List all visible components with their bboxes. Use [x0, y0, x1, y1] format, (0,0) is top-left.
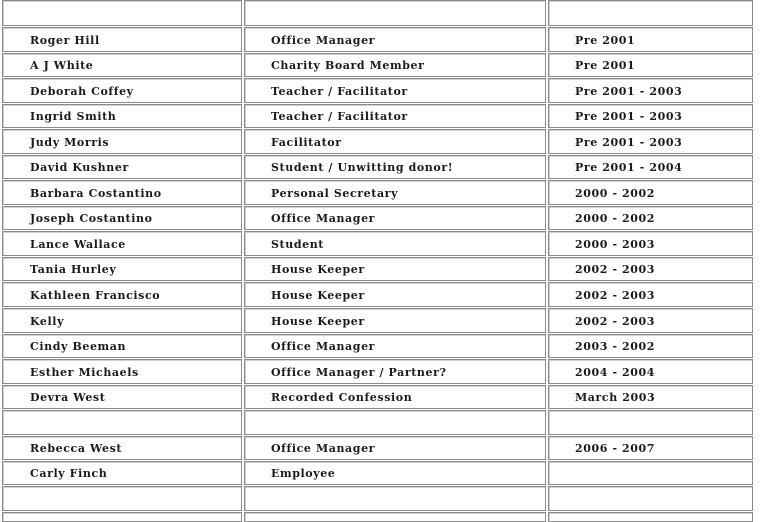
cell-period [548, 129, 753, 154]
cell-role [244, 129, 546, 154]
cell-name [2, 385, 242, 409]
cell-name [2, 206, 242, 230]
cell-role [244, 257, 546, 281]
cell-role [244, 410, 546, 435]
cell-name [2, 104, 242, 128]
cell-role [244, 282, 546, 307]
cell-role-text: Office Manager [271, 442, 376, 455]
cell-period-text: Pre 2001 - 2004 [575, 161, 683, 174]
cell-role [244, 359, 546, 384]
cell-role-text: Facilitator [271, 136, 342, 149]
table-row [0, 486, 760, 511]
cell-period [548, 231, 753, 256]
cell-role [244, 436, 546, 460]
cell-name [2, 180, 242, 205]
cell-role-text: House Keeper [271, 315, 365, 328]
table-row [0, 512, 760, 522]
cell-role [244, 155, 546, 179]
table-row [0, 461, 760, 485]
table-row [0, 334, 760, 358]
cell-role [244, 308, 546, 333]
cell-period [548, 0, 753, 26]
table-row [0, 282, 760, 307]
table-row [0, 0, 760, 26]
cell-role-text: Personal Secretary [271, 187, 399, 200]
cell-period [548, 436, 753, 460]
cell-role [244, 0, 546, 26]
cell-role-text: Student / Unwitting donor! [271, 161, 454, 174]
cell-role [244, 53, 546, 77]
table-row [0, 104, 760, 128]
cell-name-text: Devra West [30, 391, 106, 404]
cell-name-text: David Kushner [30, 161, 129, 174]
cell-name [2, 257, 242, 281]
cell-role-text: Employee [271, 467, 336, 480]
cell-name-text: Tania Hurley [30, 263, 117, 276]
cell-period-text: 2002 - 2003 [575, 263, 656, 276]
cell-role-text: Office Manager [271, 34, 376, 47]
cell-period [548, 155, 753, 179]
cell-role-text: Student [271, 238, 324, 251]
cell-period [548, 410, 753, 435]
cell-period-text: Pre 2001 [575, 59, 636, 72]
cell-name-text: Judy Morris [30, 136, 110, 149]
table-row [0, 308, 760, 333]
cell-period [548, 257, 753, 281]
table-row [0, 359, 760, 384]
cell-name [2, 486, 242, 511]
cell-name [2, 410, 242, 435]
cell-role-text: Office Manager [271, 212, 376, 225]
cell-period [548, 461, 753, 485]
cell-role [244, 461, 546, 485]
cell-name [2, 334, 242, 358]
table-row [0, 78, 760, 103]
cell-name-text: Carly Finch [30, 467, 108, 480]
table-row [0, 180, 760, 205]
cell-name-text: Kathleen Francisco [30, 289, 161, 302]
cell-name-text: Kelly [30, 315, 65, 328]
cell-role-text: House Keeper [271, 263, 365, 276]
cell-period [548, 385, 753, 409]
cell-period-text: 2004 - 2004 [575, 366, 656, 379]
cell-period [548, 78, 753, 103]
table-row [0, 206, 760, 230]
cell-name [2, 53, 242, 77]
cell-role [244, 78, 546, 103]
cell-period-text: 2000 - 2002 [575, 212, 656, 225]
cell-role [244, 206, 546, 230]
cell-name-text: Lance Wallace [30, 238, 126, 251]
cell-role-text: Office Manager / Partner? [271, 366, 447, 379]
cell-period [548, 359, 753, 384]
cell-name [2, 0, 242, 26]
cell-role [244, 385, 546, 409]
table-row [0, 155, 760, 179]
cell-period [548, 104, 753, 128]
cell-name [2, 359, 242, 384]
cell-role-text: Recorded Confession [271, 391, 413, 404]
cell-period-text: 2000 - 2003 [575, 238, 656, 251]
cell-name [2, 282, 242, 307]
cell-name-text: A J White [30, 59, 94, 72]
cell-role [244, 512, 546, 522]
cell-role-text: Office Manager [271, 340, 376, 353]
cell-period-text: Pre 2001 - 2003 [575, 110, 683, 123]
cell-period-text: Pre 2001 - 2003 [575, 85, 683, 98]
table-row [0, 385, 760, 409]
table-row [0, 53, 760, 77]
table-row [0, 410, 760, 435]
cell-name-text: Cindy Beeman [30, 340, 127, 353]
cell-role [244, 486, 546, 511]
cell-period [548, 486, 753, 511]
cell-name [2, 308, 242, 333]
cell-role-text: House Keeper [271, 289, 365, 302]
cell-period [548, 206, 753, 230]
cell-name-text: Ingrid Smith [30, 110, 117, 123]
cell-role [244, 104, 546, 128]
cell-name-text: Deborah Coffey [30, 85, 134, 98]
cell-period [548, 53, 753, 77]
cell-period-text: Pre 2001 - 2003 [575, 136, 683, 149]
cell-name [2, 461, 242, 485]
cell-role [244, 180, 546, 205]
cell-role-text: Teacher / Facilitator [271, 110, 408, 123]
cell-period [548, 27, 753, 52]
table-row [0, 129, 760, 154]
cell-period-text: 2003 - 2002 [575, 340, 656, 353]
cell-name [2, 129, 242, 154]
table-row [0, 257, 760, 281]
table-row [0, 27, 760, 52]
cell-name-text: Rebecca West [30, 442, 123, 455]
cell-role [244, 27, 546, 52]
cell-period [548, 180, 753, 205]
cell-name [2, 512, 242, 522]
cell-name-text: Esther Michaels [30, 366, 139, 379]
cell-period [548, 308, 753, 333]
cell-period-text: 2002 - 2003 [575, 289, 656, 302]
cell-role-text: Teacher / Facilitator [271, 85, 408, 98]
cell-name-text: Joseph Costantino [30, 212, 153, 225]
cell-period-text: 2002 - 2003 [575, 315, 656, 328]
cell-period-text: Pre 2001 [575, 34, 636, 47]
table-row [0, 436, 760, 460]
cell-role [244, 231, 546, 256]
cell-role-text: Charity Board Member [271, 59, 425, 72]
cell-name [2, 78, 242, 103]
table-row [0, 231, 760, 256]
cell-name-text: Roger Hill [30, 34, 100, 47]
cell-name [2, 436, 242, 460]
cell-period-text: March 2003 [575, 391, 656, 404]
cell-name [2, 231, 242, 256]
cell-period [548, 334, 753, 358]
cell-period-text: 2000 - 2002 [575, 187, 656, 200]
cell-name-text: Barbara Costantino [30, 187, 162, 200]
cell-role [244, 334, 546, 358]
cell-name [2, 27, 242, 52]
cell-period [548, 282, 753, 307]
cell-period [548, 512, 753, 522]
cell-name [2, 155, 242, 179]
cell-period-text: 2006 - 2007 [575, 442, 656, 455]
